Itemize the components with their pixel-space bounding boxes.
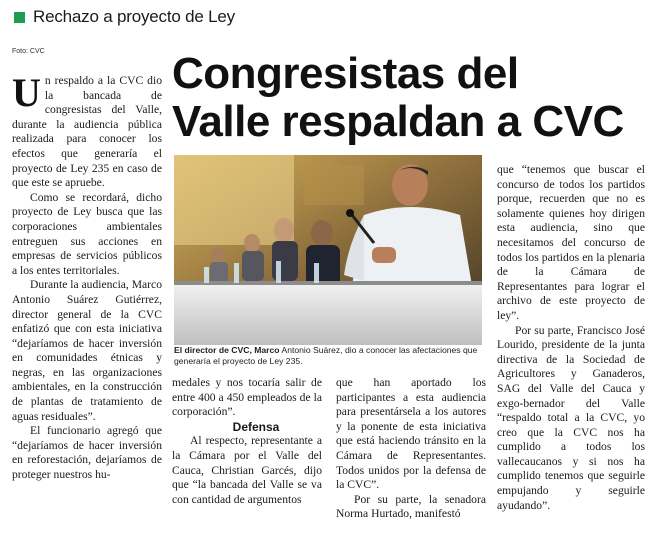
article-column-1 [12, 70, 162, 483]
article-column-3 [336, 376, 486, 522]
headline-line-2: Valle respaldan a CVC [172, 97, 624, 146]
article-column-2 [172, 376, 322, 507]
photo-caption [174, 345, 484, 367]
section-marker-icon [14, 12, 25, 23]
paragraph: Como se recordará, dicho proyecto de Ley busca que las corporaciones ambientales entreguen sus acciones en empresas de servicios públicos a los entes territoriales. [12, 190, 162, 277]
drop-cap: U [12, 70, 41, 115]
paragraph: medales y nos tocaría salir de entre 400 a 450 empleados de la corporación”. [172, 376, 322, 419]
headline [172, 50, 650, 146]
paragraph: Por su parte, Francisco José Lourido, presidente de la junta directiva de la Sociedad de Agricultores y Ganaderos, SAG del Valle del Cauca y exgo-bernador del Valle “respaldo total a la CVC, yo creo que la CVC nos ha cumplido a todos los vallecaucanos y si nos ha cumplido tenemos que seguirle empujando y seguirle ayudando”. [497, 323, 645, 512]
photo-credit: Foto: CVC [12, 48, 45, 55]
caption-bold: El director de CVC, Marco [174, 345, 280, 355]
section-header [14, 6, 235, 28]
conference-photo [174, 155, 482, 345]
section-title: Rechazo a proyecto de Ley [33, 7, 235, 26]
article-column-4 [497, 163, 645, 513]
lead-paragraph: Un respaldo a la CVC dio la bancada de congresistas del Valle, durante la audiencia pública realizada para conocer los efectos que generaría el proyecto de Ley 235 en caso de que este se apruebe. [12, 70, 162, 190]
paragraph: El funcionario agregó que “dejaríamos de hacer inversión en reforestación, dejaríamos de proteger nuestros hu- [12, 424, 162, 482]
caption-text: Antonio Suárez, dio a conocer las afectaciones que generaría el proyecto de Ley 235. [174, 345, 478, 366]
headline-line-1: Congresistas del [172, 49, 519, 98]
paragraph: que han aportado los participantes a esta audiencia para presentársela a los autores y la ponente de esta iniciativa que está haciendo tránsito en la Cámara de Representantes. Todos unidos por la defensa de la CVC”. [336, 376, 486, 492]
subheading: Defensa [232, 419, 280, 434]
paragraph: Durante la audiencia, Marco Antonio Suárez Gutiérrez, director general de la CVC enfatizó que con esta iniciativa “dejaríamos de hacer inversión en comunidades étnicas y negras, en las organizaciones ambientales, en la construcción de plantas de tratamiento de aguas residuales”. [12, 278, 162, 423]
article-photo [174, 155, 482, 345]
paragraph: que “tenemos que buscar el concurso de todos los partidos porque, recuerden que no es solamente quienes hoy dirigen esta audiencia, sino que necesitamos del concurso de todos los partidos en la plenaria de la Cámara de Representantes para lograr el archivo de este proyecto de ley”. [497, 163, 645, 322]
paragraph: Al respecto, representante a la Cámara por el Valle del Cauca, Christian Garcés, dijo que “la bancada del Valle se va con cantidad de argumentos [172, 434, 322, 506]
paragraph: Por su parte, la senadora Norma Hurtado, manifestó [336, 492, 486, 521]
